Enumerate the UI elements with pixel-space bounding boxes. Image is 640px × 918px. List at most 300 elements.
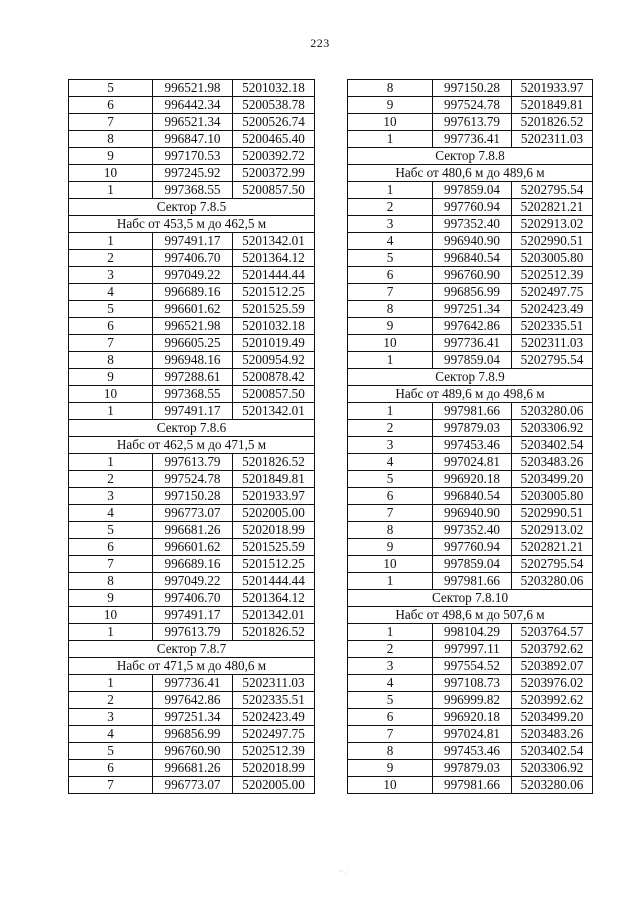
y-coordinate-cell: 5201032.18 xyxy=(233,80,315,97)
y-coordinate-cell: 5202311.03 xyxy=(512,131,593,148)
x-coordinate-cell: 997642.86 xyxy=(433,318,512,335)
table-row xyxy=(69,760,315,777)
x-coordinate-cell: 997453.46 xyxy=(433,437,512,454)
x-coordinate-cell: 997170.53 xyxy=(153,148,233,165)
y-coordinate-cell: 5201849.81 xyxy=(512,97,593,114)
x-coordinate-cell: 996940.90 xyxy=(433,233,512,250)
point-number-cell: 4 xyxy=(69,284,153,301)
sector-title: Сектор 7.8.10 xyxy=(348,590,593,607)
y-coordinate-cell: 5201525.59 xyxy=(233,301,315,318)
point-number-cell: 1 xyxy=(69,403,153,420)
x-coordinate-cell: 997613.79 xyxy=(153,624,233,641)
x-coordinate-cell: 996920.18 xyxy=(433,471,512,488)
coordinates-table-right xyxy=(347,79,593,794)
point-number-cell: 10 xyxy=(348,335,433,352)
x-coordinate-cell: 997859.04 xyxy=(433,556,512,573)
table-row xyxy=(348,726,593,743)
y-coordinate-cell: 5202311.03 xyxy=(233,675,315,692)
point-number-cell: 9 xyxy=(69,590,153,607)
table-row xyxy=(348,301,593,318)
x-coordinate-cell: 996948.16 xyxy=(153,352,233,369)
y-coordinate-cell: 5202512.39 xyxy=(512,267,593,284)
height-range-label: Набс от 498,6 м до 507,6 м xyxy=(348,607,593,624)
x-coordinate-cell: 997859.04 xyxy=(433,352,512,369)
y-coordinate-cell: 5200878.42 xyxy=(233,369,315,386)
x-coordinate-cell: 996856.99 xyxy=(433,284,512,301)
table-row xyxy=(348,658,593,675)
point-number-cell: 2 xyxy=(69,250,153,267)
point-number-cell: 2 xyxy=(348,641,433,658)
height-range-row xyxy=(69,216,315,233)
sector-heading-row xyxy=(348,590,593,607)
point-number-cell: 7 xyxy=(348,505,433,522)
x-coordinate-cell: 997352.40 xyxy=(433,522,512,539)
y-coordinate-cell: 5202423.49 xyxy=(233,709,315,726)
point-number-cell: 1 xyxy=(348,182,433,199)
x-coordinate-cell: 997613.79 xyxy=(153,454,233,471)
table-row xyxy=(69,471,315,488)
point-number-cell: 2 xyxy=(69,471,153,488)
table-row xyxy=(69,335,315,352)
y-coordinate-cell: 5203402.54 xyxy=(512,743,593,760)
table-row xyxy=(69,454,315,471)
x-coordinate-cell: 997760.94 xyxy=(433,199,512,216)
x-coordinate-cell: 997150.28 xyxy=(433,80,512,97)
point-number-cell: 6 xyxy=(69,318,153,335)
point-number-cell: 1 xyxy=(69,182,153,199)
point-number-cell: 8 xyxy=(348,301,433,318)
point-number-cell: 4 xyxy=(69,505,153,522)
x-coordinate-cell: 997406.70 xyxy=(153,250,233,267)
x-coordinate-cell: 996760.90 xyxy=(153,743,233,760)
y-coordinate-cell: 5203499.20 xyxy=(512,471,593,488)
table-row xyxy=(348,131,593,148)
point-number-cell: 1 xyxy=(348,624,433,641)
y-coordinate-cell: 5202913.02 xyxy=(512,216,593,233)
y-coordinate-cell: 5201444.44 xyxy=(233,573,315,590)
y-coordinate-cell: 5201364.12 xyxy=(233,590,315,607)
height-range-label: Набс от 480,6 м до 489,6 м xyxy=(348,165,593,182)
point-number-cell: 9 xyxy=(69,148,153,165)
y-coordinate-cell: 5201525.59 xyxy=(233,539,315,556)
y-coordinate-cell: 5202005.00 xyxy=(233,505,315,522)
y-coordinate-cell: 5203483.26 xyxy=(512,726,593,743)
y-coordinate-cell: 5201826.52 xyxy=(233,454,315,471)
y-coordinate-cell: 5202018.99 xyxy=(233,760,315,777)
point-number-cell: 3 xyxy=(69,267,153,284)
y-coordinate-cell: 5203005.80 xyxy=(512,250,593,267)
table-row xyxy=(348,709,593,726)
x-coordinate-cell: 997879.03 xyxy=(433,420,512,437)
point-number-cell: 5 xyxy=(69,743,153,760)
point-number-cell: 10 xyxy=(348,556,433,573)
x-coordinate-cell: 996601.62 xyxy=(153,301,233,318)
y-coordinate-cell: 5201342.01 xyxy=(233,607,315,624)
table-row xyxy=(69,726,315,743)
height-range-row xyxy=(348,386,593,403)
x-coordinate-cell: 996605.25 xyxy=(153,335,233,352)
point-number-cell: 1 xyxy=(69,233,153,250)
table-row xyxy=(69,267,315,284)
table-row xyxy=(69,352,315,369)
x-coordinate-cell: 996920.18 xyxy=(433,709,512,726)
point-number-cell: 9 xyxy=(69,369,153,386)
point-number-cell: 7 xyxy=(348,284,433,301)
point-number-cell: 10 xyxy=(69,386,153,403)
point-number-cell: 5 xyxy=(348,250,433,267)
y-coordinate-cell: 5203280.06 xyxy=(512,403,593,420)
height-range-label: Набс от 489,6 м до 498,6 м xyxy=(348,386,593,403)
table-row xyxy=(69,675,315,692)
y-coordinate-cell: 5201849.81 xyxy=(233,471,315,488)
y-coordinate-cell: 5203306.92 xyxy=(512,420,593,437)
table-row xyxy=(69,403,315,420)
table-row xyxy=(69,318,315,335)
point-number-cell: 2 xyxy=(69,692,153,709)
table-row xyxy=(348,777,593,794)
height-range-label: Набс от 453,5 м до 462,5 м xyxy=(69,216,315,233)
point-number-cell: 5 xyxy=(69,522,153,539)
table-row xyxy=(69,573,315,590)
table-row xyxy=(69,369,315,386)
x-coordinate-cell: 997879.03 xyxy=(433,760,512,777)
y-coordinate-cell: 5201826.52 xyxy=(512,114,593,131)
y-coordinate-cell: 5201342.01 xyxy=(233,403,315,420)
point-number-cell: 9 xyxy=(348,97,433,114)
point-number-cell: 9 xyxy=(348,318,433,335)
point-number-cell: 6 xyxy=(348,267,433,284)
point-number-cell: 7 xyxy=(69,114,153,131)
sector-title: Сектор 7.8.7 xyxy=(69,641,315,658)
x-coordinate-cell: 997981.66 xyxy=(433,403,512,420)
x-coordinate-cell: 997736.41 xyxy=(433,131,512,148)
y-coordinate-cell: 5201933.97 xyxy=(233,488,315,505)
sector-heading-row xyxy=(348,369,593,386)
y-coordinate-cell: 5200465.40 xyxy=(233,131,315,148)
y-coordinate-cell: 5200857.50 xyxy=(233,182,315,199)
y-coordinate-cell: 5200392.72 xyxy=(233,148,315,165)
table-row xyxy=(69,505,315,522)
table-row xyxy=(348,471,593,488)
point-number-cell: 8 xyxy=(348,80,433,97)
height-range-label: Набс от 462,5 м до 471,5 м xyxy=(69,437,315,454)
point-number-cell: 7 xyxy=(69,335,153,352)
table-row xyxy=(348,199,593,216)
x-coordinate-cell: 996442.34 xyxy=(153,97,233,114)
x-coordinate-cell: 996760.90 xyxy=(433,267,512,284)
table-row xyxy=(69,539,315,556)
y-coordinate-cell: 5203764.57 xyxy=(512,624,593,641)
point-number-cell: 3 xyxy=(348,437,433,454)
x-coordinate-cell: 997736.41 xyxy=(433,335,512,352)
table-row xyxy=(348,505,593,522)
x-coordinate-cell: 997352.40 xyxy=(433,216,512,233)
point-number-cell: 10 xyxy=(69,607,153,624)
y-coordinate-cell: 5202335.51 xyxy=(233,692,315,709)
x-coordinate-cell: 998104.29 xyxy=(433,624,512,641)
sector-heading-row xyxy=(69,199,315,216)
x-coordinate-cell: 996601.62 xyxy=(153,539,233,556)
table-row xyxy=(348,454,593,471)
y-coordinate-cell: 5203402.54 xyxy=(512,437,593,454)
point-number-cell: 10 xyxy=(69,165,153,182)
point-number-cell: 3 xyxy=(69,709,153,726)
x-coordinate-cell: 996840.54 xyxy=(433,488,512,505)
table-row xyxy=(348,437,593,454)
table-row xyxy=(69,488,315,505)
y-coordinate-cell: 5203992.62 xyxy=(512,692,593,709)
x-coordinate-cell: 997524.78 xyxy=(433,97,512,114)
y-coordinate-cell: 5203306.92 xyxy=(512,760,593,777)
table-row xyxy=(348,80,593,97)
x-coordinate-cell: 996521.98 xyxy=(153,80,233,97)
sector-heading-row xyxy=(69,420,315,437)
table-row xyxy=(69,284,315,301)
x-coordinate-cell: 997024.81 xyxy=(433,726,512,743)
y-coordinate-cell: 5202990.51 xyxy=(512,505,593,522)
y-coordinate-cell: 5202795.54 xyxy=(512,352,593,369)
y-coordinate-cell: 5203483.26 xyxy=(512,454,593,471)
sector-heading-row xyxy=(348,148,593,165)
table-row xyxy=(69,114,315,131)
x-coordinate-cell: 997049.22 xyxy=(153,267,233,284)
y-coordinate-cell: 5202497.75 xyxy=(512,284,593,301)
point-number-cell: 7 xyxy=(348,726,433,743)
table-row xyxy=(348,335,593,352)
table-row xyxy=(69,624,315,641)
x-coordinate-cell: 997150.28 xyxy=(153,488,233,505)
x-coordinate-cell: 997997.11 xyxy=(433,641,512,658)
y-coordinate-cell: 5202795.54 xyxy=(512,182,593,199)
table-row xyxy=(69,607,315,624)
y-coordinate-cell: 5201342.01 xyxy=(233,233,315,250)
table-row xyxy=(69,386,315,403)
x-coordinate-cell: 997981.66 xyxy=(433,777,512,794)
table-row xyxy=(69,97,315,114)
y-coordinate-cell: 5203005.80 xyxy=(512,488,593,505)
point-number-cell: 7 xyxy=(69,777,153,794)
sector-title: Сектор 7.8.6 xyxy=(69,420,315,437)
x-coordinate-cell: 996840.54 xyxy=(433,250,512,267)
point-number-cell: 3 xyxy=(348,658,433,675)
y-coordinate-cell: 5201444.44 xyxy=(233,267,315,284)
y-coordinate-cell: 5202423.49 xyxy=(512,301,593,318)
y-coordinate-cell: 5202311.03 xyxy=(512,335,593,352)
page-number: 223 xyxy=(310,36,330,50)
table-row xyxy=(69,233,315,250)
point-number-cell: 5 xyxy=(69,301,153,318)
table-row xyxy=(69,301,315,318)
table-row xyxy=(348,675,593,692)
height-range-row xyxy=(69,658,315,675)
point-number-cell: 6 xyxy=(69,539,153,556)
point-number-cell: 1 xyxy=(69,454,153,471)
coordinates-table-left xyxy=(68,79,315,794)
x-coordinate-cell: 996773.07 xyxy=(153,505,233,522)
table-row xyxy=(348,216,593,233)
point-number-cell: 7 xyxy=(69,556,153,573)
table-row xyxy=(69,80,315,97)
height-range-row xyxy=(348,165,593,182)
table-row xyxy=(69,148,315,165)
y-coordinate-cell: 5203280.06 xyxy=(512,573,593,590)
table-row xyxy=(69,182,315,199)
point-number-cell: 4 xyxy=(348,675,433,692)
table-row xyxy=(348,624,593,641)
y-coordinate-cell: 5202497.75 xyxy=(233,726,315,743)
x-coordinate-cell: 997981.66 xyxy=(433,573,512,590)
point-number-cell: 4 xyxy=(348,233,433,250)
table-row xyxy=(348,97,593,114)
table-row xyxy=(69,250,315,267)
height-range-row xyxy=(348,607,593,624)
table-row xyxy=(348,233,593,250)
x-coordinate-cell: 997642.86 xyxy=(153,692,233,709)
x-coordinate-cell: 997251.34 xyxy=(153,709,233,726)
y-coordinate-cell: 5202795.54 xyxy=(512,556,593,573)
x-coordinate-cell: 996940.90 xyxy=(433,505,512,522)
y-coordinate-cell: 5201512.25 xyxy=(233,556,315,573)
x-coordinate-cell: 997491.17 xyxy=(153,233,233,250)
point-number-cell: 1 xyxy=(348,403,433,420)
table-row xyxy=(69,743,315,760)
y-coordinate-cell: 5201019.49 xyxy=(233,335,315,352)
x-coordinate-cell: 997491.17 xyxy=(153,403,233,420)
y-coordinate-cell: 5202005.00 xyxy=(233,777,315,794)
sector-heading-row xyxy=(69,641,315,658)
table-row xyxy=(348,488,593,505)
y-coordinate-cell: 5202821.21 xyxy=(512,199,593,216)
x-coordinate-cell: 996847.10 xyxy=(153,131,233,148)
y-coordinate-cell: 5202990.51 xyxy=(512,233,593,250)
table-row xyxy=(348,641,593,658)
point-number-cell: 10 xyxy=(348,114,433,131)
y-coordinate-cell: 5203792.62 xyxy=(512,641,593,658)
table-row xyxy=(348,284,593,301)
x-coordinate-cell: 997760.94 xyxy=(433,539,512,556)
table-row xyxy=(348,318,593,335)
table-row xyxy=(69,692,315,709)
y-coordinate-cell: 5202018.99 xyxy=(233,522,315,539)
table-row xyxy=(69,522,315,539)
x-coordinate-cell: 997613.79 xyxy=(433,114,512,131)
point-number-cell: 1 xyxy=(348,573,433,590)
x-coordinate-cell: 997406.70 xyxy=(153,590,233,607)
table-row xyxy=(348,573,593,590)
table-row xyxy=(348,743,593,760)
x-coordinate-cell: 996521.98 xyxy=(153,318,233,335)
y-coordinate-cell: 5200538.78 xyxy=(233,97,315,114)
x-coordinate-cell: 997251.34 xyxy=(433,301,512,318)
y-coordinate-cell: 5202512.39 xyxy=(233,743,315,760)
point-number-cell: 5 xyxy=(69,80,153,97)
height-range-row xyxy=(69,437,315,454)
x-coordinate-cell: 996689.16 xyxy=(153,556,233,573)
point-number-cell: 5 xyxy=(348,471,433,488)
x-coordinate-cell: 997245.92 xyxy=(153,165,233,182)
table-row xyxy=(348,182,593,199)
y-coordinate-cell: 5201933.97 xyxy=(512,80,593,97)
point-number-cell: 1 xyxy=(348,131,433,148)
scan-artifact-mark: ·-·¸· xyxy=(338,868,349,875)
x-coordinate-cell: 997368.55 xyxy=(153,182,233,199)
x-coordinate-cell: 997859.04 xyxy=(433,182,512,199)
point-number-cell: 8 xyxy=(69,352,153,369)
point-number-cell: 5 xyxy=(348,692,433,709)
y-coordinate-cell: 5202821.21 xyxy=(512,539,593,556)
y-coordinate-cell: 5203499.20 xyxy=(512,709,593,726)
point-number-cell: 6 xyxy=(69,97,153,114)
y-coordinate-cell: 5200526.74 xyxy=(233,114,315,131)
point-number-cell: 8 xyxy=(348,743,433,760)
point-number-cell: 8 xyxy=(69,131,153,148)
table-row xyxy=(69,165,315,182)
point-number-cell: 8 xyxy=(348,522,433,539)
table-row xyxy=(348,352,593,369)
y-coordinate-cell: 5201032.18 xyxy=(233,318,315,335)
y-coordinate-cell: 5200372.99 xyxy=(233,165,315,182)
table-row xyxy=(348,403,593,420)
sector-title: Сектор 7.8.9 xyxy=(348,369,593,386)
x-coordinate-cell: 997554.52 xyxy=(433,658,512,675)
y-coordinate-cell: 5203280.06 xyxy=(512,777,593,794)
x-coordinate-cell: 997368.55 xyxy=(153,386,233,403)
sector-title: Сектор 7.8.5 xyxy=(69,199,315,216)
x-coordinate-cell: 997491.17 xyxy=(153,607,233,624)
table-row xyxy=(348,692,593,709)
table-row xyxy=(348,556,593,573)
height-range-label: Набс от 471,5 м до 480,6 м xyxy=(69,658,315,675)
point-number-cell: 3 xyxy=(69,488,153,505)
y-coordinate-cell: 5200857.50 xyxy=(233,386,315,403)
x-coordinate-cell: 997049.22 xyxy=(153,573,233,590)
y-coordinate-cell: 5202335.51 xyxy=(512,318,593,335)
table-row xyxy=(348,250,593,267)
x-coordinate-cell: 996999.82 xyxy=(433,692,512,709)
x-coordinate-cell: 996689.16 xyxy=(153,284,233,301)
point-number-cell: 2 xyxy=(348,420,433,437)
point-number-cell: 9 xyxy=(348,539,433,556)
table-row xyxy=(348,267,593,284)
point-number-cell: 3 xyxy=(348,216,433,233)
x-coordinate-cell: 997024.81 xyxy=(433,454,512,471)
point-number-cell: 6 xyxy=(348,488,433,505)
x-coordinate-cell: 997736.41 xyxy=(153,675,233,692)
x-coordinate-cell: 997288.61 xyxy=(153,369,233,386)
table-row xyxy=(348,760,593,777)
y-coordinate-cell: 5203976.02 xyxy=(512,675,593,692)
point-number-cell: 6 xyxy=(348,709,433,726)
y-coordinate-cell: 5201364.12 xyxy=(233,250,315,267)
y-coordinate-cell: 5203892.07 xyxy=(512,658,593,675)
table-row xyxy=(348,114,593,131)
table-row xyxy=(69,590,315,607)
point-number-cell: 9 xyxy=(348,760,433,777)
table-row xyxy=(348,420,593,437)
table-row xyxy=(69,131,315,148)
point-number-cell: 4 xyxy=(69,726,153,743)
point-number-cell: 8 xyxy=(69,573,153,590)
point-number-cell: 1 xyxy=(69,675,153,692)
table-row xyxy=(69,709,315,726)
point-number-cell: 1 xyxy=(69,624,153,641)
x-coordinate-cell: 996681.26 xyxy=(153,760,233,777)
point-number-cell: 1 xyxy=(348,352,433,369)
table-row xyxy=(348,522,593,539)
table-row xyxy=(348,539,593,556)
point-number-cell: 10 xyxy=(348,777,433,794)
table-row xyxy=(69,556,315,573)
